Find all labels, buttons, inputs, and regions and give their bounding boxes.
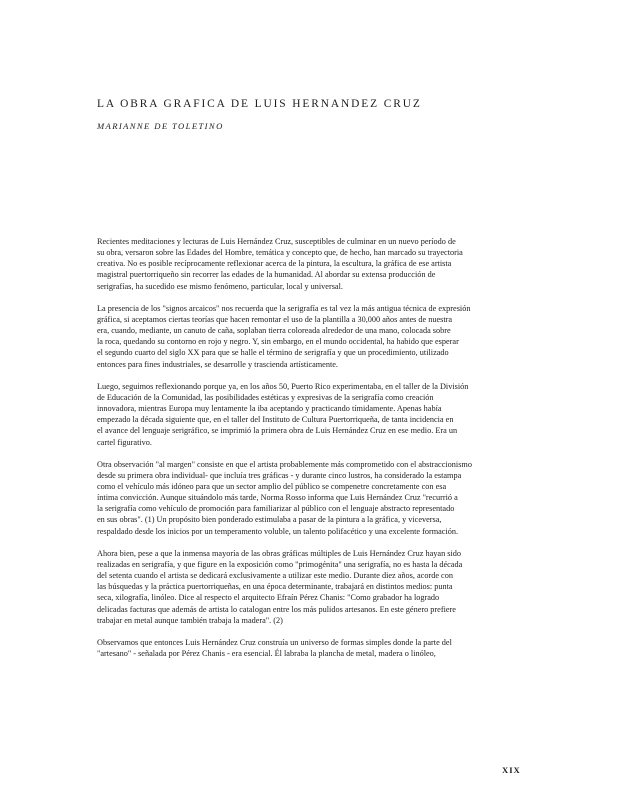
text-line: Recientes meditaciones y lecturas de Luis Hernández Cruz, susceptibles de culminar en un nuevo período de <box>97 237 456 246</box>
text-line: las búsquedas y la práctica puertorriqueñas, en una época determinante, trabajará en distintos medios: punta <box>97 582 453 592</box>
text-line: delicadas facturas que además de artista lo catalogan entre los más pulidos artesanos. En este género prefiere <box>97 604 456 614</box>
text-line: creativa. No es posible recíprocamente reflexionar acerca de la pintura, la escultura, la gráfica de ese artista <box>97 259 452 269</box>
article-title: LA OBRA GRAFICA DE LUIS HERNANDEZ CRUZ <box>97 98 422 110</box>
page-number: XIX <box>502 765 521 775</box>
article-body <box>97 236 527 670</box>
text-line: de Educación de la Comunidad, las posibilidades estéticas y expresivas de la serigrafía como creación <box>97 392 434 402</box>
text-line: en sus obras". (1) Un propósito bien ponderado estimulaba a pasar de la pintura a la gráfica, y viceversa, <box>97 515 442 525</box>
text-line: del setenta cuando el artista se dedicará exclusivamente a utilizar este medio. Durante diez años, acorde con <box>97 571 453 581</box>
body-paragraph <box>97 459 527 537</box>
text-line: la roca, quedando su contorno en rojo y negro. Y, sin embargo, en el mundo occidental, ha habido que esperar <box>97 337 459 347</box>
text-line: Ahora bien, pese a que la inmensa mayoría de las obras gráficas múltiples de Luis Hernández Cruz hayan sido <box>97 548 462 558</box>
text-line: La presencia de los "signos arcaicos" nos recuerda que la serigrafía es tal vez la más antigua técnica de expresión <box>97 303 471 313</box>
body-paragraph <box>97 381 527 448</box>
body-paragraph <box>97 548 527 626</box>
text-line: seca, xilografía, linóleo. Dice al respecto el arquitecto Efraín Pérez Chanis: "Como grabador ha logrado <box>97 593 440 603</box>
text-line: innovadora, mientras Europa muy lentamente la iba aceptando y practicando tímidamente. Apenas había <box>97 404 442 414</box>
text-line: entonces para fines industriales, se desarrolle y trascienda artísticamente. <box>97 359 338 369</box>
text-line: era, cuando, mediante, un canuto de caña, soplaban tierra coloreada alrededor de una mano, colocada sobre <box>97 326 451 336</box>
text-line: respaldado desde los inicios por un temperamento voluble, un talento polifacético y una excelente formación. <box>97 526 459 536</box>
text-line: como el vehículo más idóneo para que un sector amplio del público se compenetre concretamente con esa <box>97 481 447 491</box>
text-line: Observamos que entonces Luis Hernández Cruz construía un universo de formas simples donde la parte del <box>97 637 452 647</box>
text-line: el segundo cuarto del siglo XX para que se halle el término de serigrafía y que un procedimiento, utilizado <box>97 348 449 358</box>
text-line: íntima convicción. Aunque situándolo más tarde, Norma Rosso informa que Luis Hernández Cruz "recurrió a <box>97 493 458 503</box>
text-line: empezado la década siguiente que, en el taller del Instituto de Cultura Puertorriqueña, de tanta incidencia en <box>97 415 454 425</box>
text-line: la serigrafía como vehículo de promoción para familiarizar al público con el lenguaje abstracto representado <box>97 504 455 514</box>
text-line: serigrafías, ha sucedido ese mismo fenómeno, particular, local y universal. <box>97 281 343 291</box>
article-author: MARIANNE DE TOLETINO <box>97 121 224 131</box>
text-line: su obra, versaron sobre las Edades del Hombre, temática y concepto que, de hecho, han marcado su trayectoria <box>97 248 463 258</box>
text-line: Luego, seguimos reflexionando porque ya, en los años 50, Puerto Rico experimentaba, en el taller de la División <box>97 381 469 391</box>
text-line: realizadas en serigrafía, y que figure en la exposición como "primogénita" una serigrafía, no es hasta la década <box>97 559 463 569</box>
text-line: gráfica, si aceptamos ciertas teorías que hacen remontar el uso de la plantilla a 30,000 años antes de nuestra <box>97 314 453 324</box>
text-line: trabajar en metal aunque también trabaja la madera". (2) <box>97 615 283 625</box>
text-line: cartel figurativo. <box>97 437 152 447</box>
text-line: "artesano" - señalada por Pérez Chanis - era esencial. Él labraba la plancha de metal, madera o linóleo, <box>97 649 436 658</box>
text-line: magistral puertorriqueño sin recorrer las edades de la humanidad. Al abordar su extensa producción de <box>97 270 436 280</box>
text-line: Otra observación "al margen" consiste en que el artista probablemente más comprometido con el abstraccionismo <box>97 459 472 469</box>
body-paragraph <box>97 637 527 659</box>
body-paragraph <box>97 236 527 292</box>
text-line: el avance del lenguaje serigráfico, se imprimió la primera obra de Luis Hernández Cruz en ese medio. Era un <box>97 426 458 436</box>
text-line: desde su primera obra individual- que incluía tres gráficas - y durante cinco lustros, ha considerado la estampa <box>97 470 462 480</box>
body-paragraph <box>97 303 527 370</box>
